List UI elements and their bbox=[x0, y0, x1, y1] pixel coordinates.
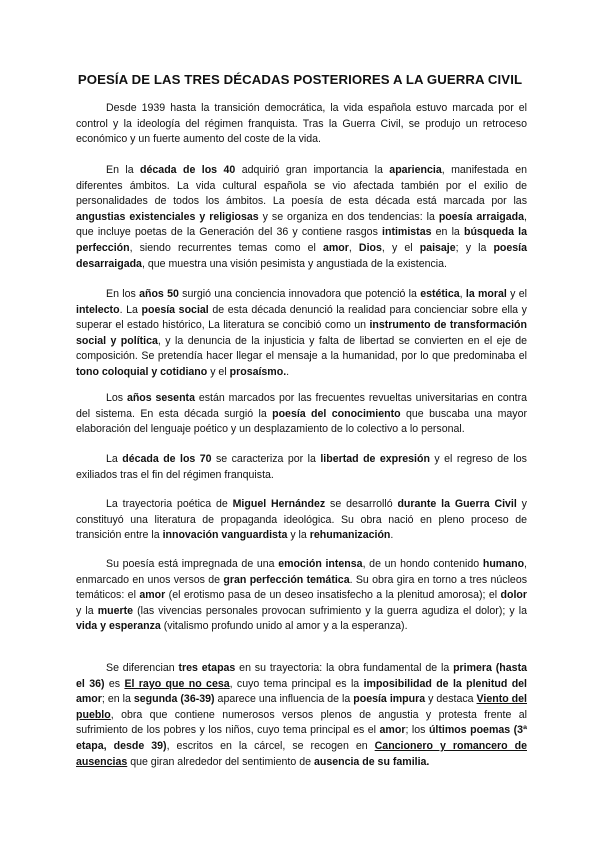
bold-run: rehumanización bbox=[309, 529, 391, 542]
text-run: y la bbox=[76, 604, 98, 617]
bold-run: humano bbox=[482, 558, 525, 570]
bold-run: tono coloquial y cotidiano bbox=[76, 365, 208, 378]
text-run: y destaca bbox=[425, 693, 477, 706]
bold-run bbox=[124, 678, 229, 690]
text-run: , de un hondo contenido bbox=[362, 558, 483, 570]
bold-run: años 50 bbox=[139, 288, 179, 300]
bold-run: intimistas bbox=[382, 226, 432, 239]
text-run: , siendo recurrentes temas como el bbox=[129, 241, 323, 254]
paragraph-su-poesia bbox=[76, 557, 527, 635]
text-run: están marcados por las frecuentes revueltas universitarias en contra del sistema. En esta década surgió la bbox=[76, 392, 527, 420]
bold-run: libertad de expresión bbox=[320, 453, 430, 465]
text-run: y el bbox=[207, 365, 230, 378]
text-run: , obra que contiene numerosos versos plenos de angustia y protesta frente al sufrimiento de los pobres y los niños, cuyo tema principal es el bbox=[76, 708, 527, 737]
text-run: y el regreso de los exiliados tras el fin del régimen franquista. bbox=[76, 453, 527, 481]
text-run: , escritos en la cárcel, se recogen en bbox=[166, 739, 375, 752]
paragraph-intro bbox=[76, 101, 527, 148]
bold-run: innovación vanguardista bbox=[162, 529, 288, 542]
text-run: , y el bbox=[381, 241, 420, 254]
text-run: , y la denuncia de la injusticia y falta de libertad se convierten en el eje de composición. Se pretendía hacer llegar el mensaje a la humanidad, por lo que predominaba el bbox=[76, 334, 527, 363]
text-run: ; y la bbox=[455, 241, 494, 254]
bold-run: emoción intensa bbox=[278, 558, 363, 570]
text-run: . bbox=[390, 529, 394, 542]
text-run: La bbox=[106, 453, 123, 465]
bold-run: ausencia de su familia. bbox=[313, 755, 430, 768]
text-run: se caracteriza por la bbox=[211, 453, 321, 465]
bold-run: paisaje bbox=[419, 241, 456, 254]
bold-run: durante la Guerra Civil bbox=[397, 498, 517, 510]
bold-run: intelecto bbox=[76, 303, 120, 316]
bold-run: década de los 40 bbox=[140, 164, 236, 176]
paragraph-miguel-hernandez bbox=[76, 497, 527, 544]
text-run: En la bbox=[106, 164, 141, 176]
bold-run: amor bbox=[322, 241, 349, 254]
text-run: se desarrolló bbox=[325, 498, 398, 510]
text-run: en la bbox=[431, 226, 464, 239]
text-run: adquirió gran importancia la bbox=[235, 164, 390, 176]
text-run: Su poesía está impregnada de una bbox=[106, 558, 279, 570]
paragraph-decada-70 bbox=[76, 452, 527, 483]
text-run: . Su obra gira en torno a tres núcleos temáticos: el bbox=[76, 573, 528, 602]
text-run: Los bbox=[106, 392, 127, 404]
bold-run: últimos poemas (3ª etapa, desde 39) bbox=[76, 724, 527, 752]
bold-run: la moral bbox=[465, 288, 507, 300]
bold-run: dolor bbox=[500, 589, 527, 602]
bold-run: gran perfección temática bbox=[223, 573, 350, 586]
bold-run: muerte bbox=[97, 604, 134, 617]
text-run: surgió una conciencia innovadora que potenció la bbox=[178, 288, 421, 300]
bold-run: poesía social bbox=[141, 303, 209, 316]
underlined-title: El rayo que no cesa bbox=[124, 677, 230, 690]
page-title: POESÍA DE LAS TRES DÉCADAS POSTERIORES A LA GUERRA CIVIL bbox=[77, 72, 523, 87]
text-run: que buscaba una mayor elaboración del lenguaje poético y un desplazamiento de lo colectivo a lo personal. bbox=[76, 407, 527, 436]
bold-run: años sesenta bbox=[126, 392, 195, 404]
text-run: que giran alrededor del sentimiento de bbox=[127, 755, 314, 768]
bold-run: poesía del conocimiento bbox=[272, 407, 401, 420]
text-run: en su trayectoria: la obra fundamental de la bbox=[235, 662, 454, 674]
text-run: de esta década denunció la realidad para concienciar sobre ella y superar el estado histórico, La literatura se concibió como un bbox=[76, 303, 527, 332]
text-run: La trayectoria poética de bbox=[106, 498, 233, 510]
underlined-title: Viento del pueblo bbox=[76, 693, 527, 721]
text-run: aparece una influencia de la bbox=[214, 693, 354, 706]
paragraph-tres-etapas bbox=[76, 661, 527, 770]
text-run: Se diferencian bbox=[106, 662, 179, 674]
bold-run: apariencia bbox=[389, 164, 442, 176]
bold-run: Miguel Hernández bbox=[232, 498, 326, 510]
paragraph-decada-40 bbox=[76, 163, 527, 272]
text-run: . bbox=[286, 365, 290, 378]
bold-run: angustias existenciales y religiosas bbox=[76, 210, 259, 223]
bold-run: estética bbox=[420, 288, 460, 300]
text-run: (el erotismo pasa de un deseo insatisfecho a la plenitud amorosa); el bbox=[165, 589, 501, 602]
bold-run: amor bbox=[139, 589, 166, 602]
text-run: ; los bbox=[405, 724, 429, 737]
text-run: Desde 1939 hasta la transición democrática, la vida española estuvo marcada por el control y la ideología del régimen franquista. Tras la Guerra Civil, se produjo un retroceso económico y un fuerte aumento del coste de la vida. bbox=[76, 102, 527, 146]
paragraph-anos-sesenta bbox=[76, 391, 527, 438]
text-run: , cuyo tema principal es la bbox=[229, 677, 364, 690]
text-run: , bbox=[348, 241, 359, 254]
text-run: (las vivencias personales provocan sufrimiento y la guerra agudiza el dolor); y la bbox=[133, 604, 527, 617]
text-run: y se organiza en dos tendencias: la bbox=[258, 210, 439, 223]
text-run: es bbox=[104, 677, 125, 690]
text-run: , manifestada en diferentes ámbitos. La vida cultural española se vio afectada también por el exilio de personalidades de todos los ámbitos. La poesía de esta década está marcada por las bbox=[76, 164, 527, 208]
text-run: (vitalismo profundo unido al amor y a la esperanza). bbox=[160, 620, 408, 633]
bold-run: tres etapas bbox=[178, 662, 236, 674]
text-run: En los bbox=[106, 288, 140, 300]
text-run: y la bbox=[287, 529, 310, 542]
bold-run: segunda (36-39) bbox=[133, 693, 215, 706]
bold-run: búsqueda la perfección bbox=[76, 226, 528, 254]
bold-run: vida y esperanza bbox=[76, 620, 161, 633]
text-run: , que incluye poetas de la Generación del 36 y contiene rasgos bbox=[76, 210, 527, 239]
bold-run: poesía arraigada bbox=[438, 210, 525, 223]
bold-run: poesía desarraigada bbox=[76, 241, 528, 270]
bold-run: Dios bbox=[358, 241, 382, 254]
text-run: , bbox=[459, 288, 466, 300]
text-run: , enmarcado en unos versos de bbox=[76, 558, 527, 586]
underlined-title: Cancionero y romancero de ausencias bbox=[76, 739, 527, 768]
paragraph-anos-50 bbox=[76, 287, 527, 381]
bold-run: década de los 70 bbox=[122, 453, 212, 465]
text-run: , que muestra una visión pesimista y angustiada de la existencia. bbox=[141, 257, 447, 270]
text-run: y el bbox=[506, 288, 527, 300]
bold-run: imposibilidad de la plenitud del amor bbox=[76, 677, 528, 706]
text-run: ; en la bbox=[101, 693, 134, 706]
text-run: y constituyó una literatura de propaganda ideológica. Su obra nació en pleno proceso de transición entre la bbox=[76, 498, 527, 542]
bold-run: prosaísmo. bbox=[229, 365, 287, 378]
bold-run: primera (hasta el 36) bbox=[76, 662, 527, 690]
text-run: . La bbox=[119, 303, 142, 316]
bold-run: amor bbox=[379, 724, 406, 737]
bold-run: instrumento de transformación social y política bbox=[76, 319, 527, 347]
bold-run: poesía impura bbox=[353, 693, 426, 706]
